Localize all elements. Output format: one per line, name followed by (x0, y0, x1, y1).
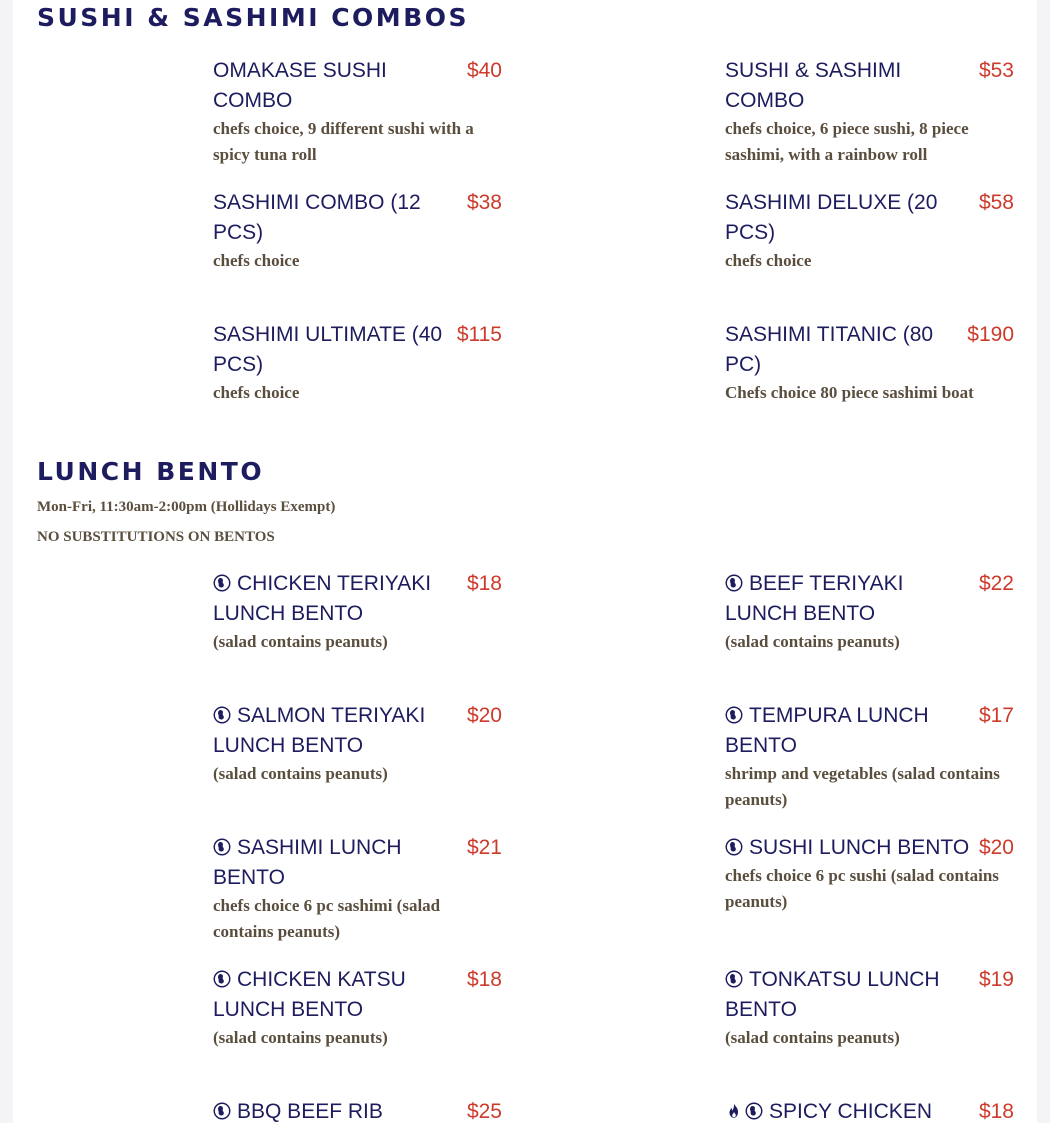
item-price: $40 (466, 59, 502, 82)
section-title-combos: SUSHI & SASHIMI COMBOS (37, 3, 470, 32)
item-price: $115 (456, 323, 502, 346)
item-name: SUSHI & SASHIMI COMBO (725, 59, 902, 112)
item-description: (salad contains peanuts) (213, 1028, 388, 1047)
peanut-icon (725, 838, 743, 856)
item-price: $190 (967, 323, 1014, 346)
item-name: SUSHI LUNCH BENTO (749, 836, 970, 859)
spicy-flame-icon (725, 1102, 743, 1120)
item-price: $17 (978, 704, 1014, 727)
item-name: TONKATSU LUNCH BENTO (725, 968, 940, 1021)
item-name: BBQ BEEF RIB (237, 1100, 383, 1123)
item-name: SASHIMI ULTIMATE (40 PCS) (213, 323, 443, 376)
item-name: TEMPURA LUNCH BENTO (725, 704, 929, 757)
menu-item-beef-teriyaki-bento[interactable] (725, 569, 1014, 655)
item-description: (salad contains peanuts) (725, 632, 900, 651)
item-description: chefs choice (213, 251, 300, 270)
item-name: SASHIMI LUNCH BENTO (213, 836, 402, 889)
menu-item-spicy-chicken[interactable] (725, 1097, 1014, 1123)
item-name: OMAKASE SUSHI COMBO (213, 59, 387, 112)
peanut-icon (725, 706, 743, 724)
item-price: $21 (466, 836, 502, 859)
menu-item-sashimi-combo[interactable] (213, 188, 502, 274)
menu-item-sashimi-titanic[interactable] (725, 320, 1014, 406)
item-name: SALMON TERIYAKI LUNCH BENTO (213, 704, 426, 757)
menu-page (13, 0, 1037, 1123)
menu-item-sashimi-bento[interactable] (213, 833, 502, 945)
peanut-icon (213, 838, 231, 856)
menu-item-salmon-teriyaki-bento[interactable] (213, 701, 502, 787)
item-price: $19 (978, 968, 1014, 991)
peanut-icon (725, 574, 743, 592)
item-price: $18 (466, 968, 502, 991)
item-name: CHICKEN TERIYAKI LUNCH BENTO (213, 572, 432, 625)
menu-item-sashimi-ultimate[interactable] (213, 320, 502, 406)
item-price: $20 (978, 836, 1014, 859)
peanut-icon (213, 1102, 231, 1120)
item-price: $18 (978, 1100, 1014, 1123)
menu-item-chicken-katsu-bento[interactable] (213, 965, 502, 1051)
peanut-icon (213, 970, 231, 988)
item-price: $25 (466, 1100, 502, 1123)
bento-hours: Mon-Fri, 11:30am-2:00pm (Hollidays Exempt) (37, 499, 336, 515)
item-name: SASHIMI TITANIC (80 PC) (725, 323, 934, 376)
item-description: chefs choice 6 pc sushi (salad contains peanuts) (725, 866, 999, 911)
section-title-lunch-bento: LUNCH BENTO (37, 457, 265, 486)
item-price: $18 (466, 572, 502, 595)
menu-item-tonkatsu-bento[interactable] (725, 965, 1014, 1051)
item-description: (salad contains peanuts) (213, 764, 388, 783)
item-price: $58 (978, 191, 1014, 214)
peanut-icon (745, 1102, 763, 1120)
item-name: SASHIMI COMBO (12 PCS) (213, 191, 421, 244)
bento-note: NO SUBSTITUTIONS ON BENTOS (37, 529, 275, 545)
menu-item-sushi-sashimi-combo[interactable] (725, 56, 1014, 168)
menu-item-chicken-teriyaki-bento[interactable] (213, 569, 502, 655)
item-name: BEEF TERIYAKI LUNCH BENTO (725, 572, 904, 625)
item-description: chefs choice, 6 piece sushi, 8 piece sashimi, with a rainbow roll (725, 119, 969, 164)
item-description: chefs choice (213, 383, 300, 402)
menu-item-omakase-sushi-combo[interactable] (213, 56, 502, 168)
item-name: SPICY CHICKEN (769, 1100, 932, 1123)
item-description: chefs choice 6 pc sashimi (salad contains peanuts) (213, 896, 441, 941)
item-name: SASHIMI DELUXE (20 PCS) (725, 191, 938, 244)
item-name: CHICKEN KATSU LUNCH BENTO (213, 968, 406, 1021)
item-description: chefs choice (725, 251, 812, 270)
peanut-icon (213, 574, 231, 592)
item-price: $53 (978, 59, 1014, 82)
item-price: $38 (466, 191, 502, 214)
menu-item-bbq-beef-rib[interactable] (213, 1097, 502, 1123)
item-price: $22 (978, 572, 1014, 595)
menu-item-sushi-bento[interactable] (725, 833, 1014, 915)
item-description: chefs choice, 9 different sushi with a spicy tuna roll (213, 119, 474, 164)
item-description: (salad contains peanuts) (725, 1028, 900, 1047)
peanut-icon (725, 970, 743, 988)
menu-item-tempura-bento[interactable] (725, 701, 1014, 813)
item-description: (salad contains peanuts) (213, 632, 388, 651)
menu-item-sashimi-deluxe[interactable] (725, 188, 1014, 274)
peanut-icon (213, 706, 231, 724)
item-description: shrimp and vegetables (salad contains peanuts) (725, 764, 1000, 809)
item-price: $20 (466, 704, 502, 727)
item-description: Chefs choice 80 piece sashimi boat (725, 383, 974, 402)
